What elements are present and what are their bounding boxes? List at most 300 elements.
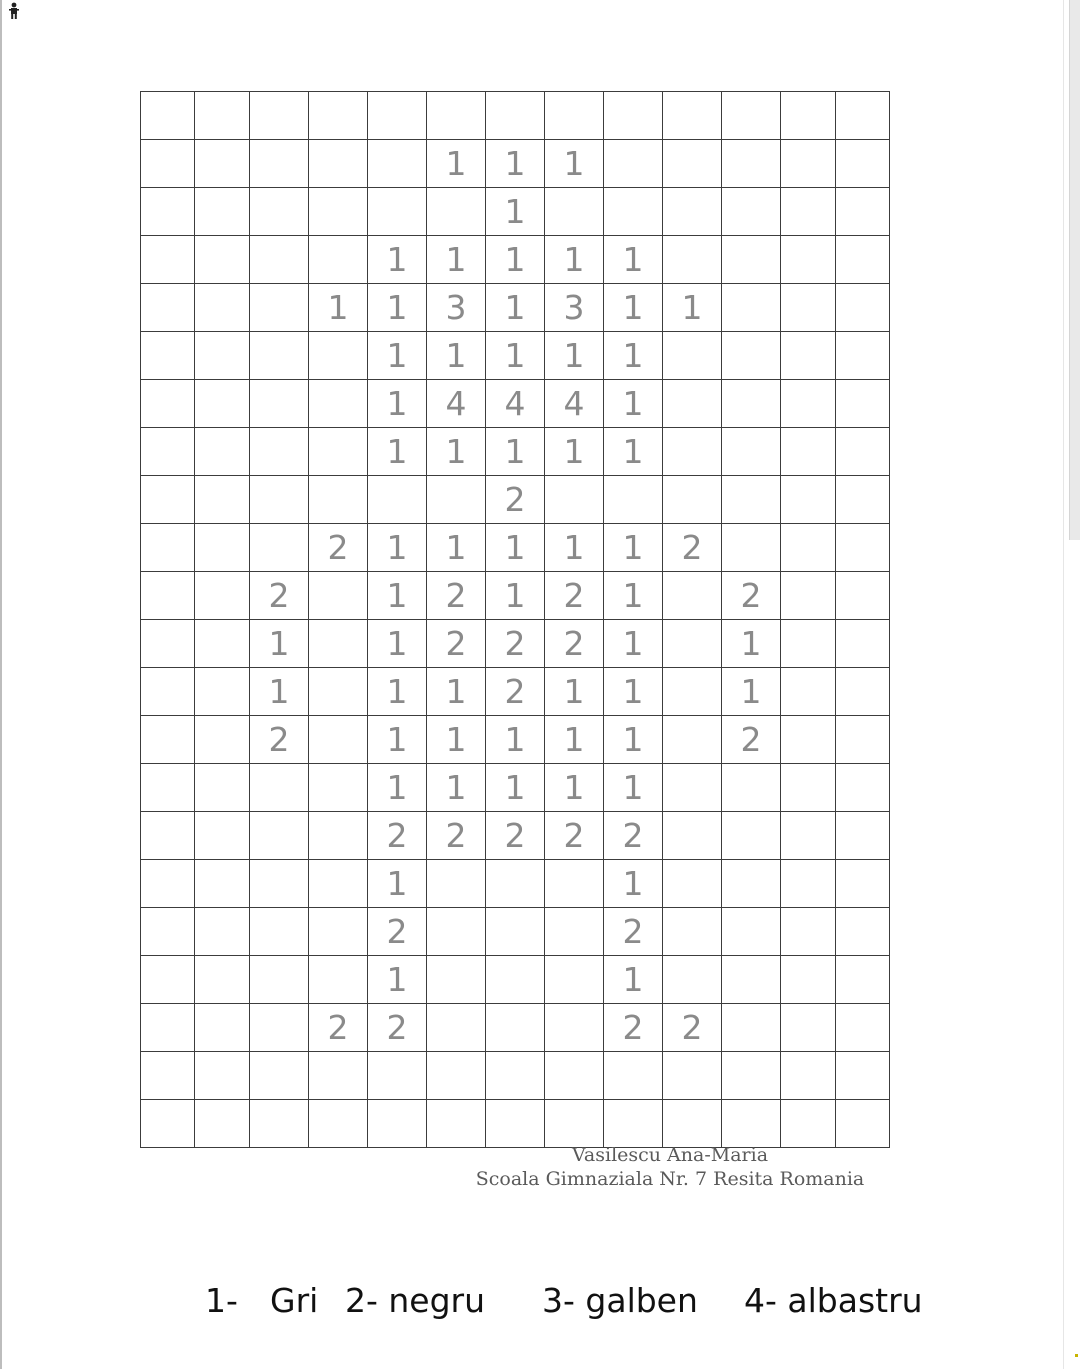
grid-cell — [250, 428, 309, 476]
grid-cell — [486, 908, 545, 956]
grid-cell — [309, 1100, 368, 1148]
grid-cell — [722, 956, 781, 1004]
grid-cell — [427, 956, 486, 1004]
grid-cell: 2 — [663, 524, 722, 572]
grid-row — [141, 1100, 890, 1148]
grid-cell — [141, 860, 195, 908]
grid-cell — [141, 716, 195, 764]
grid-row — [141, 140, 890, 188]
grid-cell — [836, 380, 890, 428]
grid-cell — [309, 572, 368, 620]
grid-cell — [195, 956, 250, 1004]
grid-cell — [836, 572, 890, 620]
grid-cell — [368, 92, 427, 140]
grid-row — [141, 92, 890, 140]
page-right-edge — [1063, 0, 1064, 1369]
grid-cell — [427, 1100, 486, 1148]
grid-cell — [722, 1100, 781, 1148]
grid-cell — [722, 92, 781, 140]
grid-cell: 1 — [368, 716, 427, 764]
grid-cell — [604, 1052, 663, 1100]
grid-cell: 1 — [604, 428, 663, 476]
grid-cell — [722, 812, 781, 860]
grid-cell: 4 — [427, 380, 486, 428]
grid-cell — [141, 236, 195, 284]
grid-cell — [663, 380, 722, 428]
page-left-edge — [0, 0, 2, 1369]
grid-cell: 2 — [250, 716, 309, 764]
grid-cell — [309, 380, 368, 428]
grid-cell: 1 — [427, 428, 486, 476]
grid-row — [141, 956, 890, 1004]
grid-cell — [427, 1052, 486, 1100]
grid-cell — [604, 140, 663, 188]
grid-cell — [141, 380, 195, 428]
grid-cell: 2 — [309, 1004, 368, 1052]
grid-cell: 2 — [722, 572, 781, 620]
person-icon — [8, 2, 20, 20]
grid-cell — [250, 284, 309, 332]
grid-cell — [141, 332, 195, 380]
grid-cell — [141, 572, 195, 620]
grid-cell — [836, 332, 890, 380]
grid-cell: 1 — [604, 668, 663, 716]
grid-cell — [427, 476, 486, 524]
grid-cell: 4 — [545, 380, 604, 428]
grid-cell — [836, 140, 890, 188]
grid-row — [141, 908, 890, 956]
grid-row — [141, 1052, 890, 1100]
grid-cell — [250, 476, 309, 524]
grid-cell — [195, 572, 250, 620]
grid-cell: 1 — [486, 716, 545, 764]
grid-cell — [781, 380, 836, 428]
grid-cell: 1 — [545, 716, 604, 764]
grid-cell: 2 — [545, 572, 604, 620]
grid-cell — [195, 716, 250, 764]
grid-cell: 1 — [604, 380, 663, 428]
grid-cell — [545, 860, 604, 908]
grid-row — [141, 284, 890, 332]
grid-cell — [722, 428, 781, 476]
legend-gray-label: Gri — [270, 1281, 319, 1320]
grid-cell — [836, 908, 890, 956]
grid-cell — [722, 1004, 781, 1052]
grid-cell — [195, 476, 250, 524]
grid-cell — [486, 1004, 545, 1052]
grid-cell — [836, 284, 890, 332]
grid-cell: 1 — [486, 140, 545, 188]
grid-cell — [250, 812, 309, 860]
grid-cell — [486, 92, 545, 140]
grid-cell — [195, 860, 250, 908]
grid-cell — [195, 236, 250, 284]
grid-cell: 1 — [545, 524, 604, 572]
grid-cell: 1 — [250, 620, 309, 668]
grid-cell: 1 — [427, 140, 486, 188]
grid-cell: 1 — [486, 572, 545, 620]
grid-cell — [722, 1052, 781, 1100]
grid-cell — [195, 284, 250, 332]
grid-cell: 3 — [427, 284, 486, 332]
grid-cell — [195, 908, 250, 956]
grid-cell: 1 — [427, 668, 486, 716]
legend-gray-number: 1- — [205, 1281, 238, 1320]
grid-cell — [722, 284, 781, 332]
grid-cell — [663, 668, 722, 716]
grid-cell: 2 — [309, 524, 368, 572]
grid-cell: 2 — [250, 572, 309, 620]
grid-cell — [309, 236, 368, 284]
grid-cell — [663, 764, 722, 812]
grid-cell: 1 — [250, 668, 309, 716]
grid-cell: 4 — [486, 380, 545, 428]
grid-cell: 1 — [427, 332, 486, 380]
grid-cell: 1 — [486, 524, 545, 572]
grid-cell: 2 — [486, 620, 545, 668]
grid-cell — [663, 236, 722, 284]
grid-cell: 1 — [427, 524, 486, 572]
grid-cell — [836, 668, 890, 716]
grid-cell — [781, 812, 836, 860]
grid-cell — [195, 764, 250, 812]
grid-cell — [781, 1052, 836, 1100]
grid-cell — [663, 92, 722, 140]
grid-cell — [309, 908, 368, 956]
grid-cell — [427, 908, 486, 956]
grid-cell: 2 — [663, 1004, 722, 1052]
grid-cell: 1 — [368, 668, 427, 716]
grid-cell — [368, 188, 427, 236]
grid-cell — [195, 524, 250, 572]
grid-cell — [604, 92, 663, 140]
grid-cell — [781, 476, 836, 524]
grid-cell — [309, 188, 368, 236]
grid-cell — [836, 1004, 890, 1052]
grid-cell — [781, 284, 836, 332]
grid-cell — [195, 812, 250, 860]
grid-row — [141, 188, 890, 236]
grid-cell — [195, 1004, 250, 1052]
grid-cell: 1 — [604, 956, 663, 1004]
grid-cell: 1 — [368, 524, 427, 572]
grid-cell — [195, 140, 250, 188]
grid-cell: 1 — [486, 284, 545, 332]
vertical-scrollbar-thumb[interactable] — [1069, 0, 1080, 540]
grid-cell — [781, 140, 836, 188]
grid-cell: 2 — [368, 812, 427, 860]
grid-cell — [250, 380, 309, 428]
grid-cell — [250, 908, 309, 956]
grid-cell — [309, 140, 368, 188]
grid-cell — [195, 332, 250, 380]
grid-cell — [545, 956, 604, 1004]
grid-row — [141, 332, 890, 380]
grid-cell — [195, 428, 250, 476]
school-name: Scoala Gimnaziala Nr. 7 Resita Romania — [475, 1168, 865, 1190]
grid-cell — [427, 1004, 486, 1052]
grid-cell: 1 — [427, 764, 486, 812]
grid-row — [141, 812, 890, 860]
grid-cell — [195, 380, 250, 428]
grid-cell — [309, 620, 368, 668]
grid-cell — [250, 1100, 309, 1148]
grid-cell — [250, 764, 309, 812]
grid-row — [141, 1004, 890, 1052]
grid-cell — [195, 92, 250, 140]
grid-cell: 1 — [722, 668, 781, 716]
grid-row — [141, 860, 890, 908]
grid-cell — [141, 908, 195, 956]
grid-cell: 1 — [545, 140, 604, 188]
grid-cell: 1 — [604, 860, 663, 908]
grid-cell — [141, 524, 195, 572]
grid-cell — [836, 188, 890, 236]
grid-cell — [141, 764, 195, 812]
grid-cell — [427, 860, 486, 908]
grid-cell — [309, 812, 368, 860]
grid-row — [141, 476, 890, 524]
grid-cell: 3 — [545, 284, 604, 332]
grid-cell: 1 — [368, 764, 427, 812]
grid-cell — [663, 476, 722, 524]
grid-cell — [781, 332, 836, 380]
grid-cell — [663, 860, 722, 908]
grid-cell — [141, 188, 195, 236]
grid-cell — [309, 668, 368, 716]
grid-cell: 1 — [486, 764, 545, 812]
grid-cell — [250, 236, 309, 284]
grid-cell: 1 — [368, 236, 427, 284]
grid-row — [141, 572, 890, 620]
grid-cell — [141, 668, 195, 716]
grid-cell — [141, 284, 195, 332]
grid-cell — [781, 1100, 836, 1148]
grid-cell — [781, 956, 836, 1004]
grid-cell: 1 — [604, 764, 663, 812]
grid-cell — [427, 92, 486, 140]
grid-cell: 1 — [545, 764, 604, 812]
grid-cell: 2 — [427, 812, 486, 860]
grid-cell — [141, 92, 195, 140]
grid-cell — [663, 1100, 722, 1148]
grid-cell — [781, 524, 836, 572]
grid-cell — [195, 668, 250, 716]
grid-cell — [486, 860, 545, 908]
grid-cell: 1 — [427, 716, 486, 764]
grid-cell — [781, 860, 836, 908]
grid-cell — [836, 236, 890, 284]
grid-cell — [250, 92, 309, 140]
grid-cell: 1 — [545, 668, 604, 716]
grid-cell — [722, 188, 781, 236]
grid-cell — [195, 620, 250, 668]
grid-cell — [368, 1100, 427, 1148]
grid-cell — [781, 716, 836, 764]
grid-cell — [836, 716, 890, 764]
grid-cell: 1 — [368, 284, 427, 332]
grid-cell — [781, 428, 836, 476]
grid-cell: 2 — [427, 620, 486, 668]
grid-cell — [309, 764, 368, 812]
grid-row — [141, 620, 890, 668]
grid-cell — [604, 476, 663, 524]
grid-cell — [545, 1052, 604, 1100]
grid-cell — [663, 188, 722, 236]
grid-cell — [250, 1052, 309, 1100]
grid-cell — [545, 1004, 604, 1052]
grid-cell: 1 — [427, 236, 486, 284]
grid-cell — [195, 1100, 250, 1148]
legend-blue: 4- albastru — [744, 1281, 923, 1320]
grid-cell: 2 — [427, 572, 486, 620]
grid-cell — [663, 908, 722, 956]
grid-cell — [836, 764, 890, 812]
grid-cell — [781, 572, 836, 620]
grid-cell — [604, 188, 663, 236]
grid-cell — [663, 1052, 722, 1100]
grid-cell: 2 — [545, 620, 604, 668]
grid-cell — [309, 476, 368, 524]
grid-cell — [836, 428, 890, 476]
grid-cell: 2 — [604, 1004, 663, 1052]
grid-cell: 1 — [604, 236, 663, 284]
grid-cell — [663, 332, 722, 380]
grid-cell: 2 — [545, 812, 604, 860]
grid-cell — [250, 860, 309, 908]
grid-row — [141, 716, 890, 764]
grid-cell — [722, 332, 781, 380]
grid-cell — [781, 908, 836, 956]
grid-cell — [141, 812, 195, 860]
grid-cell — [836, 524, 890, 572]
grid-cell — [836, 620, 890, 668]
grid-cell — [781, 1004, 836, 1052]
grid-cell — [486, 1100, 545, 1148]
grid-cell — [836, 1052, 890, 1100]
grid-cell — [309, 1052, 368, 1100]
grid-cell — [781, 620, 836, 668]
grid-cell: 1 — [368, 572, 427, 620]
grid-row — [141, 428, 890, 476]
grid-cell — [545, 908, 604, 956]
grid-cell — [309, 860, 368, 908]
grid-cell — [427, 188, 486, 236]
grid-cell — [836, 92, 890, 140]
grid-cell — [250, 956, 309, 1004]
grid-cell — [722, 140, 781, 188]
grid-cell: 2 — [486, 812, 545, 860]
corner-marker — [1075, 1354, 1078, 1357]
grid-cell: 2 — [486, 668, 545, 716]
grid-cell — [663, 140, 722, 188]
grid-cell: 2 — [368, 1004, 427, 1052]
grid-cell — [781, 188, 836, 236]
grid-cell: 1 — [368, 380, 427, 428]
grid-cell — [309, 92, 368, 140]
grid-cell: 1 — [604, 620, 663, 668]
grid-row — [141, 524, 890, 572]
grid-cell: 1 — [722, 620, 781, 668]
grid-cell — [368, 1052, 427, 1100]
grid-cell — [663, 620, 722, 668]
grid-cell — [141, 1004, 195, 1052]
legend-black: 2- negru — [345, 1281, 486, 1320]
grid-cell — [663, 428, 722, 476]
color-by-number-grid — [140, 91, 890, 1148]
grid-cell — [309, 716, 368, 764]
grid-cell: 1 — [604, 332, 663, 380]
grid-cell — [722, 764, 781, 812]
grid-cell: 1 — [604, 572, 663, 620]
grid-cell — [663, 812, 722, 860]
grid-cell — [836, 1100, 890, 1148]
grid-cell — [368, 476, 427, 524]
grid-cell — [486, 1052, 545, 1100]
grid-cell: 1 — [368, 332, 427, 380]
grid-cell: 1 — [368, 956, 427, 1004]
grid-cell — [722, 476, 781, 524]
grid-cell — [486, 956, 545, 1004]
grid-cell: 2 — [722, 716, 781, 764]
grid-cell — [250, 140, 309, 188]
author-name: Vasilescu Ana-Maria — [571, 1144, 769, 1166]
grid-cell: 1 — [368, 860, 427, 908]
grid-cell — [781, 668, 836, 716]
grid-cell: 1 — [486, 428, 545, 476]
grid-cell — [141, 620, 195, 668]
grid-cell — [722, 908, 781, 956]
grid-cell: 2 — [368, 908, 427, 956]
grid-cell — [836, 860, 890, 908]
grid-cell — [722, 236, 781, 284]
grid-cell — [604, 1100, 663, 1148]
grid-cell — [309, 428, 368, 476]
grid-cell — [545, 476, 604, 524]
grid-cell — [722, 380, 781, 428]
grid-cell — [781, 764, 836, 812]
grid-row — [141, 380, 890, 428]
grid-cell — [836, 812, 890, 860]
grid-cell: 1 — [486, 236, 545, 284]
grid-cell — [195, 188, 250, 236]
grid-cell — [663, 572, 722, 620]
grid-cell: 2 — [604, 908, 663, 956]
grid-cell — [545, 1100, 604, 1148]
grid-cell — [663, 716, 722, 764]
grid-cell — [836, 476, 890, 524]
grid-cell — [141, 1052, 195, 1100]
grid-cell — [309, 956, 368, 1004]
grid-row — [141, 764, 890, 812]
grid-cell: 2 — [604, 812, 663, 860]
grid-cell — [250, 188, 309, 236]
grid-cell — [781, 92, 836, 140]
grid-cell — [368, 140, 427, 188]
grid-cell — [781, 236, 836, 284]
grid-cell: 1 — [545, 428, 604, 476]
grid-cell — [309, 332, 368, 380]
legend-yellow: 3- galben — [542, 1281, 698, 1320]
grid-row — [141, 668, 890, 716]
grid-cell: 1 — [486, 188, 545, 236]
grid-cell — [141, 476, 195, 524]
grid-cell: 1 — [604, 284, 663, 332]
grid-cell — [663, 956, 722, 1004]
grid-cell — [250, 332, 309, 380]
grid-cell: 1 — [368, 428, 427, 476]
grid-cell — [141, 428, 195, 476]
